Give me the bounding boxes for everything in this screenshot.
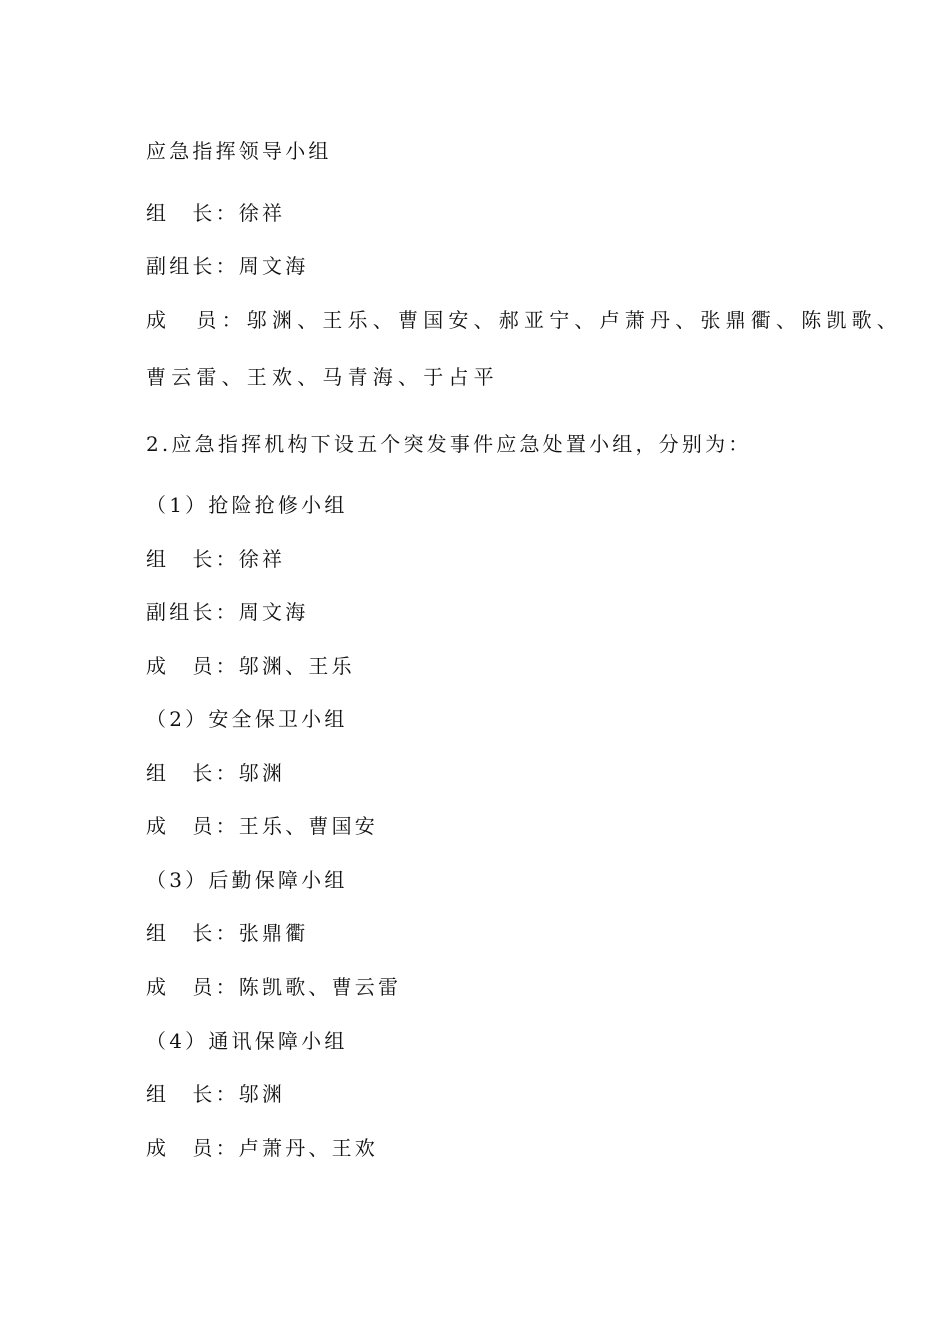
deputy-leader-line: 副组长：周文海	[146, 254, 309, 278]
subgroup-3-members: 成 员：陈凯歌、曹云雷	[146, 975, 402, 999]
subgroup-4-title: （4）通讯保障小组	[146, 1029, 348, 1053]
subgroup-1-deputy: 副组长：周文海	[146, 600, 309, 624]
subgroup-2-title: （2）安全保卫小组	[146, 707, 348, 731]
leader-line: 组 长：徐祥	[146, 201, 286, 225]
subgroup-4-members: 成 员：卢萧丹、王欢	[146, 1136, 378, 1160]
subgroup-1-title: （1）抢险抢修小组	[146, 493, 348, 517]
subgroup-3-leader: 组 长：张鼎衢	[146, 921, 309, 945]
heading-leadership-group: 应急指挥领导小组	[146, 139, 332, 163]
subgroup-1-members: 成 员：邬渊、王乐	[146, 654, 355, 678]
subgroup-1-leader: 组 长：徐祥	[146, 547, 286, 571]
subgroup-2-members: 成 员：王乐、曹国安	[146, 814, 378, 838]
subgroup-3-title: （3）后勤保障小组	[146, 868, 348, 892]
members-line-continued: 曹云雷、王欢、马青海、于占平	[146, 365, 499, 389]
subgroup-4-leader: 组 长：邬渊	[146, 1082, 286, 1106]
subgroup-2-leader: 组 长：邬渊	[146, 761, 286, 785]
members-line: 成 员：邬渊、王乐、曹国安、郝亚宁、卢萧丹、张鼎衢、陈凯歌、	[146, 308, 902, 332]
section-2-intro: 2.应急指挥机构下设五个突发事件应急处置小组，分别为：	[146, 432, 752, 456]
